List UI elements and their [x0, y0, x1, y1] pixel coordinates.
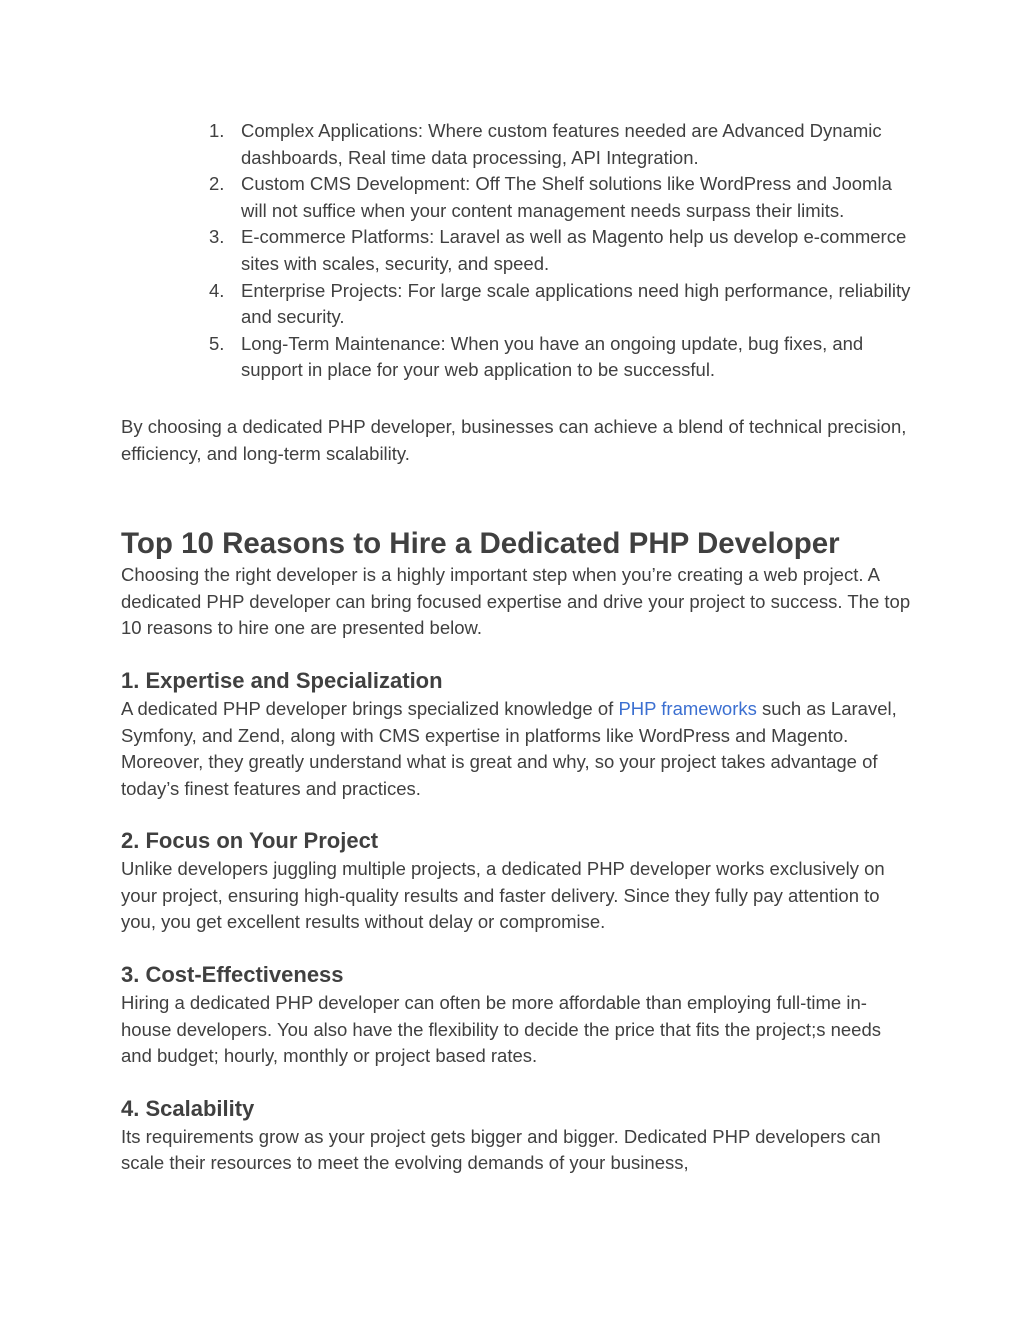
list-item-text: Custom CMS Development: Off The Shelf solutions like WordPress and Joomla will not suffice when your content management needs surpass their limits.: [241, 173, 892, 221]
list-item-number: 2.: [209, 173, 225, 195]
list-item-number: 5.: [209, 332, 225, 354]
list-item-text: Enterprise Projects: For large scale applications need high performance, reliability and security.: [241, 279, 911, 328]
section-text-focus: Unlike developers juggling multiple projects, a dedicated PHP developer works exclusively on your project, ensuring high-quality results and faster delivery. Since they fully pay attention to you, you get excellent results without delay or compromise.: [121, 858, 885, 933]
section-text-part: A dedicated PHP developer brings specialized knowledge of: [121, 697, 619, 719]
list-item-text: E-commerce Platforms: Laravel as well as Magento help us develop e-commerce sites with scales, security, and speed.: [241, 226, 907, 274]
section-heading-expertise: 1. Expertise and Specialization: [121, 667, 443, 693]
list-item-number: 1.: [209, 120, 225, 141]
php-frameworks-link[interactable]: PHP frameworks: [618, 697, 757, 719]
list-item-number: 4.: [209, 279, 225, 301]
list-item-number: 3.: [209, 226, 225, 248]
list-item: [121, 278, 911, 331]
section-heading-focus: 2. Focus on Your Project: [121, 828, 379, 854]
main-intro-paragraph: Choosing the right developer is a highly important step when you’re creating a web project. A dedicated PHP developer can bring focused expertise and drive your project to success. The top 10 reasons to hire one are presented below.: [121, 564, 911, 639]
list-item-text: Complex Applications: Where custom features needed are Advanced Dynamic dashboards, Real time data processing, API Integration.: [241, 120, 882, 168]
use-cases-list: [121, 118, 911, 384]
section-text-cost: Hiring a dedicated PHP developer can often be more affordable than employing full-time in-house developers. You also have the flexibility to decide the price that fits the project;s needs and budget; hourly, monthly or project based rates.: [121, 992, 882, 1067]
list-item: [121, 331, 911, 384]
summary-paragraph: By choosing a dedicated PHP developer, businesses can achieve a blend of technical precision, efficiency, and long-term scalability.: [121, 415, 907, 464]
document-page: [121, 118, 911, 1177]
section-text-part: such as Laravel, Symfony, and Zend, along with CMS expertise in platforms like WordPress and Magento. Moreover, they greatly understand what is great and why, so your project takes advantage of today’s finest features and practices.: [121, 697, 897, 799]
main-heading: Top 10 Reasons to Hire a Dedicated PHP Developer: [121, 527, 840, 561]
list-item: [121, 171, 911, 224]
section-text-scalability: Its requirements grow as your project gets bigger and bigger. Dedicated PHP developers can scale their resources to meet the evolving demands of your business,: [121, 1125, 881, 1174]
section-text-expertise: [121, 696, 911, 802]
list-item-text: Long-Term Maintenance: When you have an ongoing update, bug fixes, and support in place for your web application to be successful.: [241, 332, 864, 381]
section-heading-cost: 3. Cost-Effectiveness: [121, 962, 344, 988]
list-item: [121, 118, 911, 171]
section-heading-scalability: 4. Scalability: [121, 1095, 255, 1121]
list-item: [121, 224, 911, 277]
